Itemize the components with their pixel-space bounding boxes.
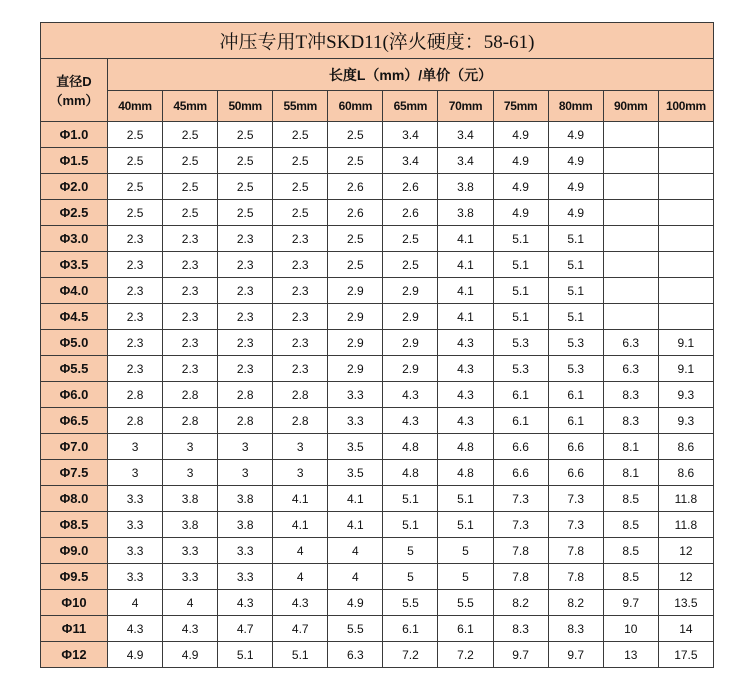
price-cell	[658, 200, 713, 226]
price-cell: 3.8	[438, 200, 493, 226]
price-cell: 2.3	[218, 226, 273, 252]
price-cell: 2.8	[108, 382, 163, 408]
price-cell: 2.5	[108, 122, 163, 148]
length-price-header: 长度L（mm）/单价（元）	[108, 59, 714, 91]
price-cell: 6.6	[548, 434, 603, 460]
price-cell	[603, 174, 658, 200]
diameter-cell: Φ3.5	[41, 252, 108, 278]
price-cell: 2.3	[218, 304, 273, 330]
price-cell: 2.5	[163, 148, 218, 174]
price-cell: 2.5	[383, 252, 438, 278]
price-cell: 2.5	[218, 174, 273, 200]
price-cell: 4.7	[218, 616, 273, 642]
price-cell: 8.1	[603, 460, 658, 486]
price-cell: 4.1	[438, 252, 493, 278]
price-cell: 5.1	[493, 304, 548, 330]
price-cell: 4.3	[108, 616, 163, 642]
price-cell: 2.8	[163, 382, 218, 408]
price-cell: 2.5	[108, 200, 163, 226]
price-cell: 5.5	[438, 590, 493, 616]
table-row	[41, 278, 714, 304]
price-cell: 4.3	[383, 382, 438, 408]
price-cell: 7.8	[548, 538, 603, 564]
price-cell	[603, 122, 658, 148]
price-cell: 3.3	[108, 538, 163, 564]
price-cell: 4.9	[108, 642, 163, 668]
price-cell: 4.8	[383, 460, 438, 486]
price-cell: 4.9	[548, 148, 603, 174]
diameter-cell: Φ4.0	[41, 278, 108, 304]
length-header-cell: 45mm	[163, 91, 218, 122]
price-cell: 2.8	[218, 408, 273, 434]
price-cell: 2.3	[218, 356, 273, 382]
price-cell: 8.6	[658, 460, 713, 486]
price-cell: 4.8	[438, 434, 493, 460]
price-cell: 3.3	[108, 486, 163, 512]
price-cell: 3.8	[438, 174, 493, 200]
price-cell: 4.9	[548, 174, 603, 200]
price-cell: 3.8	[163, 512, 218, 538]
price-cell: 2.9	[328, 304, 383, 330]
price-cell: 7.3	[548, 486, 603, 512]
diameter-cell: Φ4.5	[41, 304, 108, 330]
price-cell: 6.6	[548, 460, 603, 486]
price-cell: 6.1	[548, 382, 603, 408]
length-header-cell: 55mm	[273, 91, 328, 122]
price-cell: 2.3	[108, 252, 163, 278]
price-cell: 2.3	[273, 278, 328, 304]
price-cell: 8.2	[548, 590, 603, 616]
length-header-cell: 75mm	[493, 91, 548, 122]
price-cell	[658, 174, 713, 200]
price-cell: 4.3	[218, 590, 273, 616]
price-cell: 6.3	[603, 356, 658, 382]
price-cell: 3.3	[108, 512, 163, 538]
length-header-cell: 40mm	[108, 91, 163, 122]
price-cell: 2.5	[273, 148, 328, 174]
price-cell: 8.3	[548, 616, 603, 642]
diameter-cell: Φ1.0	[41, 122, 108, 148]
diameter-header-label: 直径D	[56, 74, 92, 89]
price-cell: 2.3	[163, 226, 218, 252]
price-cell: 2.9	[383, 304, 438, 330]
price-cell	[658, 226, 713, 252]
price-cell: 2.8	[273, 382, 328, 408]
price-cell: 3.4	[383, 122, 438, 148]
price-cell: 6.1	[548, 408, 603, 434]
diameter-cell: Φ9.5	[41, 564, 108, 590]
price-cell: 9.7	[493, 642, 548, 668]
price-cell: 4.9	[493, 200, 548, 226]
price-cell: 4.3	[163, 616, 218, 642]
price-cell: 5.5	[328, 616, 383, 642]
price-cell: 2.5	[218, 200, 273, 226]
price-cell: 7.8	[548, 564, 603, 590]
price-cell: 5	[383, 538, 438, 564]
price-cell: 3	[273, 434, 328, 460]
price-cell: 8.5	[603, 538, 658, 564]
price-cell: 3	[108, 460, 163, 486]
price-cell	[658, 278, 713, 304]
price-cell: 4.3	[438, 330, 493, 356]
diameter-cell: Φ5.0	[41, 330, 108, 356]
price-cell: 5	[438, 538, 493, 564]
price-cell	[603, 200, 658, 226]
table-row	[41, 486, 714, 512]
table-row	[41, 226, 714, 252]
table-row	[41, 616, 714, 642]
price-cell: 2.3	[273, 304, 328, 330]
price-cell	[603, 252, 658, 278]
price-cell: 3.5	[328, 460, 383, 486]
price-cell: 5.1	[548, 278, 603, 304]
diameter-cell: Φ10	[41, 590, 108, 616]
price-cell: 9.1	[658, 356, 713, 382]
price-cell	[603, 226, 658, 252]
price-cell: 3	[163, 434, 218, 460]
price-cell: 2.5	[328, 226, 383, 252]
diameter-cell: Φ8.0	[41, 486, 108, 512]
price-cell: 3.3	[163, 538, 218, 564]
price-cell: 2.6	[383, 174, 438, 200]
table-row	[41, 122, 714, 148]
price-cell: 17.5	[658, 642, 713, 668]
price-cell: 2.3	[273, 252, 328, 278]
price-cell: 3.5	[328, 434, 383, 460]
price-cell: 8.3	[603, 382, 658, 408]
price-cell: 4.3	[273, 590, 328, 616]
price-cell: 2.3	[218, 252, 273, 278]
price-cell: 2.9	[383, 330, 438, 356]
length-header-cell: 65mm	[383, 91, 438, 122]
price-cell: 2.8	[163, 408, 218, 434]
price-cell: 2.5	[383, 226, 438, 252]
price-cell: 5.5	[383, 590, 438, 616]
price-cell: 4.8	[438, 460, 493, 486]
price-cell: 4.1	[273, 486, 328, 512]
table-row	[41, 564, 714, 590]
price-cell: 3.3	[328, 408, 383, 434]
price-cell: 5.1	[548, 226, 603, 252]
price-cell: 2.3	[108, 330, 163, 356]
price-cell: 4.9	[493, 148, 548, 174]
price-cell: 12	[658, 564, 713, 590]
price-cell: 5.3	[493, 330, 548, 356]
price-cell: 2.5	[328, 252, 383, 278]
price-cell: 2.3	[108, 304, 163, 330]
price-cell: 7.3	[548, 512, 603, 538]
price-cell: 3	[218, 434, 273, 460]
price-cell: 2.5	[108, 148, 163, 174]
price-cell: 5.1	[438, 512, 493, 538]
price-cell: 2.5	[163, 122, 218, 148]
length-header-cell: 70mm	[438, 91, 493, 122]
price-cell: 2.5	[273, 122, 328, 148]
price-cell: 5	[438, 564, 493, 590]
price-cell: 2.6	[328, 200, 383, 226]
price-cell: 2.5	[328, 148, 383, 174]
price-cell: 7.3	[493, 512, 548, 538]
price-cell: 5.3	[548, 356, 603, 382]
price-cell: 2.9	[383, 356, 438, 382]
price-cell: 4.1	[328, 512, 383, 538]
price-cell: 2.9	[328, 330, 383, 356]
table-row	[41, 174, 714, 200]
price-cell: 8.1	[603, 434, 658, 460]
price-cell: 9.1	[658, 330, 713, 356]
price-cell: 3.8	[218, 486, 273, 512]
diameter-cell: Φ7.0	[41, 434, 108, 460]
price-cell: 2.9	[328, 278, 383, 304]
price-cell: 8.5	[603, 512, 658, 538]
price-cell: 5.1	[383, 512, 438, 538]
price-cell: 2.5	[218, 122, 273, 148]
price-cell: 4.3	[438, 382, 493, 408]
price-cell: 2.8	[273, 408, 328, 434]
price-cell: 5.1	[493, 252, 548, 278]
price-cell: 2.3	[108, 278, 163, 304]
diameter-cell: Φ11	[41, 616, 108, 642]
price-cell: 4	[273, 538, 328, 564]
price-cell: 9.7	[603, 590, 658, 616]
price-cell	[658, 122, 713, 148]
price-cell: 2.5	[273, 200, 328, 226]
length-header-cell: 90mm	[603, 91, 658, 122]
price-cell: 4.8	[383, 434, 438, 460]
price-cell: 2.3	[218, 278, 273, 304]
diameter-cell: Φ8.5	[41, 512, 108, 538]
table-row	[41, 148, 714, 174]
price-cell: 3.3	[328, 382, 383, 408]
length-header-cell: 50mm	[218, 91, 273, 122]
diameter-header	[41, 59, 108, 122]
price-cell: 2.3	[163, 252, 218, 278]
price-cell: 2.8	[218, 382, 273, 408]
price-cell: 5.1	[273, 642, 328, 668]
price-cell	[658, 252, 713, 278]
price-cell: 2.3	[163, 330, 218, 356]
length-header-cell: 100mm	[658, 91, 713, 122]
price-cell: 2.3	[273, 226, 328, 252]
price-cell: 4.1	[328, 486, 383, 512]
price-cell: 12	[658, 538, 713, 564]
price-cell: 2.3	[108, 226, 163, 252]
price-cell: 3.8	[163, 486, 218, 512]
price-cell: 4	[163, 590, 218, 616]
price-cell: 11.8	[658, 486, 713, 512]
price-cell: 2.5	[218, 148, 273, 174]
price-cell: 2.3	[163, 356, 218, 382]
price-cell: 2.6	[383, 200, 438, 226]
price-cell: 8.6	[658, 434, 713, 460]
price-cell: 4.1	[273, 512, 328, 538]
table-row	[41, 408, 714, 434]
price-cell: 6.6	[493, 460, 548, 486]
price-cell	[658, 304, 713, 330]
price-cell: 5	[383, 564, 438, 590]
price-cell: 2.9	[383, 278, 438, 304]
price-cell: 3.4	[438, 148, 493, 174]
price-cell: 9.3	[658, 382, 713, 408]
price-cell: 6.1	[493, 382, 548, 408]
price-table	[40, 22, 714, 668]
table-row	[41, 460, 714, 486]
price-cell: 8.5	[603, 564, 658, 590]
price-cell: 2.9	[328, 356, 383, 382]
price-cell: 4.3	[438, 356, 493, 382]
price-cell	[603, 278, 658, 304]
price-cell: 3.3	[218, 564, 273, 590]
price-cell: 4.3	[383, 408, 438, 434]
price-cell: 11.8	[658, 512, 713, 538]
price-cell: 2.6	[328, 174, 383, 200]
price-cell: 4.9	[328, 590, 383, 616]
diameter-cell: Φ6.0	[41, 382, 108, 408]
length-header-cell: 60mm	[328, 91, 383, 122]
price-cell: 8.3	[493, 616, 548, 642]
price-cell: 4.1	[438, 278, 493, 304]
price-cell: 2.5	[273, 174, 328, 200]
diameter-cell: Φ2.5	[41, 200, 108, 226]
price-cell: 3	[108, 434, 163, 460]
price-cell: 4.9	[493, 174, 548, 200]
price-cell: 3	[218, 460, 273, 486]
price-cell: 9.7	[548, 642, 603, 668]
price-cell: 3.8	[218, 512, 273, 538]
table-row	[41, 356, 714, 382]
price-cell: 7.8	[493, 564, 548, 590]
price-cell: 5.1	[383, 486, 438, 512]
price-cell: 6.1	[383, 616, 438, 642]
price-cell: 3	[273, 460, 328, 486]
price-cell: 2.3	[273, 356, 328, 382]
price-cell: 5.1	[548, 304, 603, 330]
price-cell: 4.9	[163, 642, 218, 668]
price-cell: 2.3	[273, 330, 328, 356]
table-row	[41, 590, 714, 616]
price-cell: 4.1	[438, 304, 493, 330]
price-cell: 4	[108, 590, 163, 616]
price-cell: 5.3	[493, 356, 548, 382]
table-row	[41, 330, 714, 356]
price-cell: 8.3	[603, 408, 658, 434]
price-cell: 8.5	[603, 486, 658, 512]
table-row	[41, 304, 714, 330]
price-cell: 2.3	[163, 304, 218, 330]
diameter-cell: Φ6.5	[41, 408, 108, 434]
price-cell: 10	[603, 616, 658, 642]
table-row	[41, 382, 714, 408]
price-cell: 2.5	[328, 122, 383, 148]
price-cell: 4	[273, 564, 328, 590]
table-title: 冲压专用T冲SKD11(淬火硬度：58-61)	[41, 23, 714, 59]
price-cell: 5.1	[493, 278, 548, 304]
price-cell: 6.3	[328, 642, 383, 668]
diameter-header-unit: （mm）	[49, 93, 99, 108]
table-row	[41, 434, 714, 460]
price-cell: 6.1	[493, 408, 548, 434]
price-cell: 3	[163, 460, 218, 486]
price-cell: 2.3	[163, 278, 218, 304]
price-cell	[658, 148, 713, 174]
price-cell: 7.2	[438, 642, 493, 668]
price-cell: 5.3	[548, 330, 603, 356]
price-cell: 5.1	[493, 226, 548, 252]
table-row	[41, 252, 714, 278]
price-cell: 3.3	[218, 538, 273, 564]
price-cell: 5.1	[438, 486, 493, 512]
price-cell: 4.9	[548, 200, 603, 226]
price-cell: 7.8	[493, 538, 548, 564]
price-cell: 5.1	[218, 642, 273, 668]
price-cell: 3.4	[383, 148, 438, 174]
diameter-cell: Φ12	[41, 642, 108, 668]
table-row	[41, 512, 714, 538]
table-row	[41, 538, 714, 564]
price-cell: 2.3	[218, 330, 273, 356]
price-cell: 13	[603, 642, 658, 668]
price-cell: 4.9	[548, 122, 603, 148]
table-row	[41, 200, 714, 226]
price-cell: 4.3	[438, 408, 493, 434]
price-cell: 3.3	[163, 564, 218, 590]
price-cell: 9.3	[658, 408, 713, 434]
price-cell: 2.5	[163, 200, 218, 226]
price-cell: 6.6	[493, 434, 548, 460]
price-cell: 14	[658, 616, 713, 642]
diameter-cell: Φ2.0	[41, 174, 108, 200]
price-cell	[603, 304, 658, 330]
price-cell: 6.3	[603, 330, 658, 356]
diameter-cell: Φ9.0	[41, 538, 108, 564]
diameter-cell: Φ1.5	[41, 148, 108, 174]
price-cell: 7.2	[383, 642, 438, 668]
length-header-cell: 80mm	[548, 91, 603, 122]
price-cell	[603, 148, 658, 174]
diameter-cell: Φ3.0	[41, 226, 108, 252]
price-cell: 2.5	[108, 174, 163, 200]
table-row	[41, 642, 714, 668]
price-cell: 8.2	[493, 590, 548, 616]
price-cell: 3.4	[438, 122, 493, 148]
price-cell: 4	[328, 538, 383, 564]
price-cell: 7.3	[493, 486, 548, 512]
price-cell: 4	[328, 564, 383, 590]
diameter-cell: Φ7.5	[41, 460, 108, 486]
price-cell: 5.1	[548, 252, 603, 278]
price-cell: 4.1	[438, 226, 493, 252]
price-cell: 13.5	[658, 590, 713, 616]
price-cell: 6.1	[438, 616, 493, 642]
price-cell: 2.8	[108, 408, 163, 434]
price-cell: 4.7	[273, 616, 328, 642]
price-cell: 2.3	[108, 356, 163, 382]
price-cell: 4.9	[493, 122, 548, 148]
price-cell: 3.3	[108, 564, 163, 590]
price-cell: 2.5	[163, 174, 218, 200]
diameter-cell: Φ5.5	[41, 356, 108, 382]
